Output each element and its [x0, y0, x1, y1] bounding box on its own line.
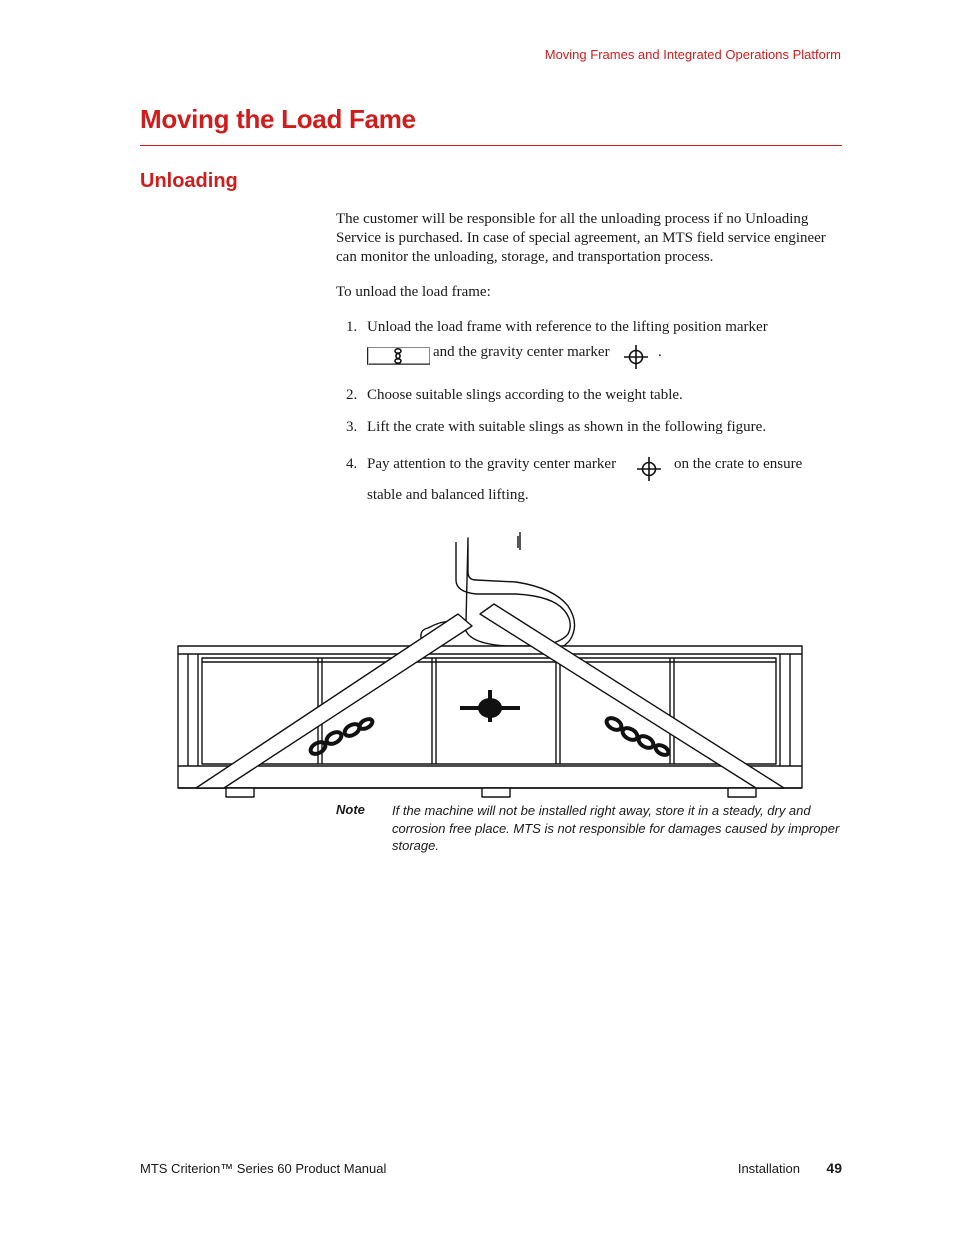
- step-number: 3.: [346, 419, 358, 435]
- step-text: Unload the load frame with reference to the lifting position marker: [367, 319, 768, 335]
- step-text: Choose suitable slings according to the weight table.: [367, 387, 683, 403]
- intro-paragraph: The customer will be responsible for all the unloading process if no Unloading Service is purchased. In case of special agreement, an MTS field service engineer can monitor the unloading, storage, and transportation process.: [336, 211, 826, 265]
- step-text: Lift the crate with suitable slings as shown in the following figure.: [367, 419, 767, 435]
- note-text: If the machine will not be installed right away, store it in a steady, dry and corrosion free place. MTS is not responsible for damages caused by improper storage.: [392, 803, 840, 853]
- step-number: 2.: [346, 387, 358, 403]
- footer-manual-title: MTS Criterion™ Series 60 Product Manual: [140, 1161, 387, 1176]
- step-1-period: .: [658, 344, 662, 360]
- lead-in-text: To unload the load frame:: [336, 284, 491, 300]
- step-4-line2: stable and balanced lifting.: [367, 487, 529, 503]
- note-label: Note: [336, 802, 365, 817]
- page-number: 49: [826, 1160, 842, 1176]
- crosshair-target-icon: [623, 344, 649, 370]
- step-1-continuation: and the gravity center marker: [433, 344, 610, 360]
- step-4-continuation: on the crate to ensure: [674, 456, 803, 472]
- chain-icon: [367, 346, 431, 366]
- crate-lifting-figure: [176, 530, 806, 800]
- section-title: Unloading: [140, 170, 238, 192]
- running-header: Moving Frames and Integrated Operations Platform: [544, 47, 841, 62]
- step-text: Pay attention to the gravity center marker: [367, 456, 617, 472]
- page-title: Moving the Load Fame: [140, 104, 416, 134]
- step-number: 1.: [346, 319, 358, 335]
- footer-section: Installation: [737, 1161, 800, 1176]
- crosshair-target-icon: [636, 456, 662, 482]
- title-rule: [140, 145, 842, 146]
- step-number: 4.: [346, 456, 358, 472]
